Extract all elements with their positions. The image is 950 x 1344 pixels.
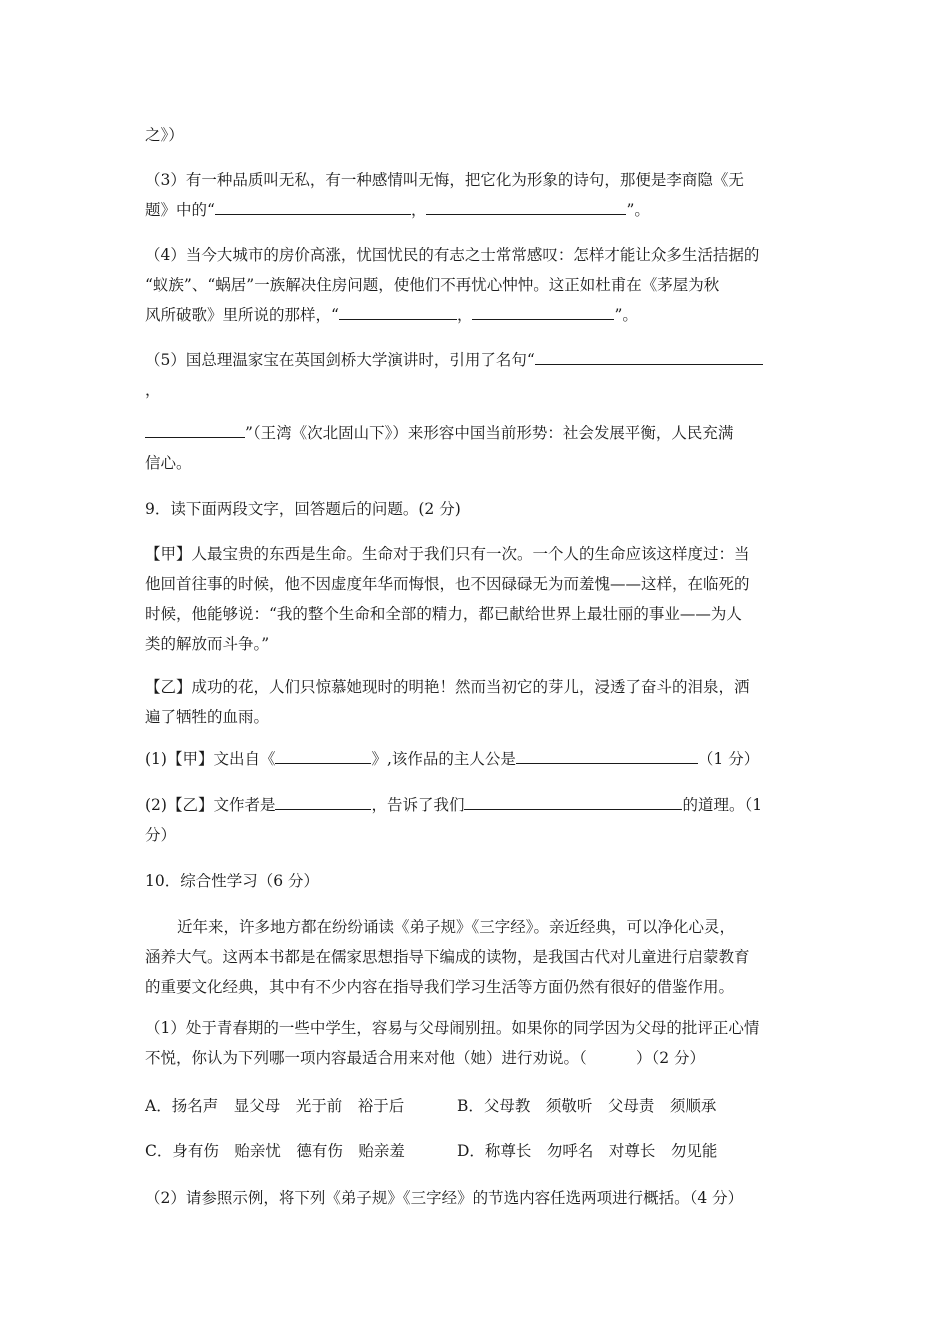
question-4 bbox=[145, 240, 807, 330]
text-line: 涵养大气。这两本书都是在儒家思想指导下编成的读物，是我国古代对儿童进行启蒙教育 bbox=[145, 948, 750, 966]
answer-blank[interactable] bbox=[426, 196, 626, 215]
text-line: (1)【甲】文出自《 》,该作品的主人公是 （1 分） bbox=[145, 744, 807, 774]
sub-question-1 bbox=[145, 744, 807, 774]
option-a[interactable]: A．扬名声 显父母 光于前 裕于后 bbox=[145, 1097, 405, 1115]
text-line: (2)【乙】文作者是 ，告诉了我们 的道理。（1 bbox=[145, 790, 807, 820]
text-line: 的重要文化经典，其中有不少内容在指导我们学习生活等方面仍然有很好的借鉴作用。 bbox=[145, 978, 735, 996]
answer-blank[interactable] bbox=[464, 791, 682, 810]
question-3 bbox=[145, 165, 807, 225]
text-line: 类的解放而斗争。” bbox=[145, 635, 270, 653]
answer-blank[interactable] bbox=[275, 791, 371, 810]
question-5 bbox=[145, 345, 807, 405]
text-line: ”（王湾《次北固山下》）来形容中国当前形势：社会发展平衡，人民充满 bbox=[145, 418, 807, 448]
sub-question-2 bbox=[145, 790, 807, 850]
answer-blank[interactable] bbox=[145, 419, 245, 438]
option-d[interactable]: D．称尊长 勿呼名 对尊长 勿见能 bbox=[457, 1142, 718, 1160]
answer-blank[interactable] bbox=[339, 301, 457, 320]
text-line: “蚁族”、“蜗居”一族解决住房问题，使他们不再忧心忡忡。这正如杜甫在《茅屋为秋 bbox=[145, 276, 720, 294]
passage-yi bbox=[145, 672, 807, 732]
answer-blank[interactable] bbox=[535, 346, 763, 365]
option-b[interactable]: B．父母教 须敬听 父母责 须顺承 bbox=[457, 1097, 717, 1115]
text-line: 分） bbox=[145, 826, 177, 844]
question-10-title bbox=[145, 866, 807, 896]
text-line: 【乙】成功的花，人们只惊慕她现时的明艳！然而当初它的芽儿，浸透了奋斗的泪泉，洒 bbox=[145, 678, 750, 696]
text-line: 近年来，许多地方都在纷纷诵读《弟子规》《三字经》。亲近经典，可以净化心灵， bbox=[177, 918, 736, 936]
question-9-title bbox=[145, 494, 807, 524]
options-row-1 bbox=[145, 1091, 807, 1121]
text-line: 遍了牺牲的血雨。 bbox=[145, 708, 270, 726]
text-line: （4）当今大城市的房价高涨，忧国忧民的有志之士常常感叹：怎样才能让众多生活拮据的 bbox=[145, 246, 760, 264]
text-line: （5）国总理温家宝在英国剑桥大学演讲时，引用了名句“ bbox=[145, 345, 807, 375]
text-line: （3）有一种品质叫无私，有一种感情叫无悔，把它化为形象的诗句，那便是李商隐《无 bbox=[145, 171, 744, 189]
text-line: 时候，他能够说：“我的整个生命和全部的精力，都已献给世界上最壮丽的事业——为人 bbox=[145, 605, 742, 623]
text-line: （2）请参照示例，将下列《弟子规》《三字经》的节选内容任选两项进行概括。（4 分） bbox=[145, 1189, 744, 1207]
text-line: 他回首往事的时候，他不因虚度年华而悔恨，也不因碌碌无为而羞愧——这样，在临死的 bbox=[145, 575, 750, 593]
text-line: 风所破歌》里所说的那样，“ ， ”。 bbox=[145, 300, 807, 330]
line-poem-source-end bbox=[145, 120, 807, 150]
question-10-2 bbox=[145, 1183, 807, 1213]
text-line: 题》中的“ ， ”。 bbox=[145, 195, 807, 225]
text-line: 之》） bbox=[145, 126, 184, 144]
text-line: 10．综合性学习（6 分） bbox=[145, 872, 320, 890]
answer-blank[interactable] bbox=[275, 745, 371, 764]
text-line: 【甲】人最宝贵的东西是生命。生命对于我们只有一次。一个人的生命应该这样度过：当 bbox=[145, 545, 750, 563]
text-line: ， bbox=[145, 381, 161, 399]
text-line: 不悦，你认为下列哪一项内容最适合用来对他（她）进行劝说。（ ）（2 分） bbox=[145, 1049, 706, 1067]
question-10-intro bbox=[145, 912, 807, 1002]
text-line: 9．读下面两段文字，回答题后的问题。(2 分) bbox=[145, 500, 461, 518]
question-10-1 bbox=[145, 1013, 807, 1073]
answer-blank[interactable] bbox=[215, 196, 411, 215]
answer-blank[interactable] bbox=[516, 745, 698, 764]
options-row-2 bbox=[145, 1136, 807, 1166]
answer-blank[interactable] bbox=[472, 301, 614, 320]
question-5-continued bbox=[145, 418, 807, 478]
passage-jia bbox=[145, 539, 807, 659]
option-c[interactable]: C．身有伤 贻亲忧 德有伤 贻亲羞 bbox=[145, 1142, 405, 1160]
text-line: （1）处于青春期的一些中学生，容易与父母闹别扭。如果你的同学因为父母的批评正心情 bbox=[145, 1019, 760, 1037]
text-line: 信心。 bbox=[145, 454, 192, 472]
